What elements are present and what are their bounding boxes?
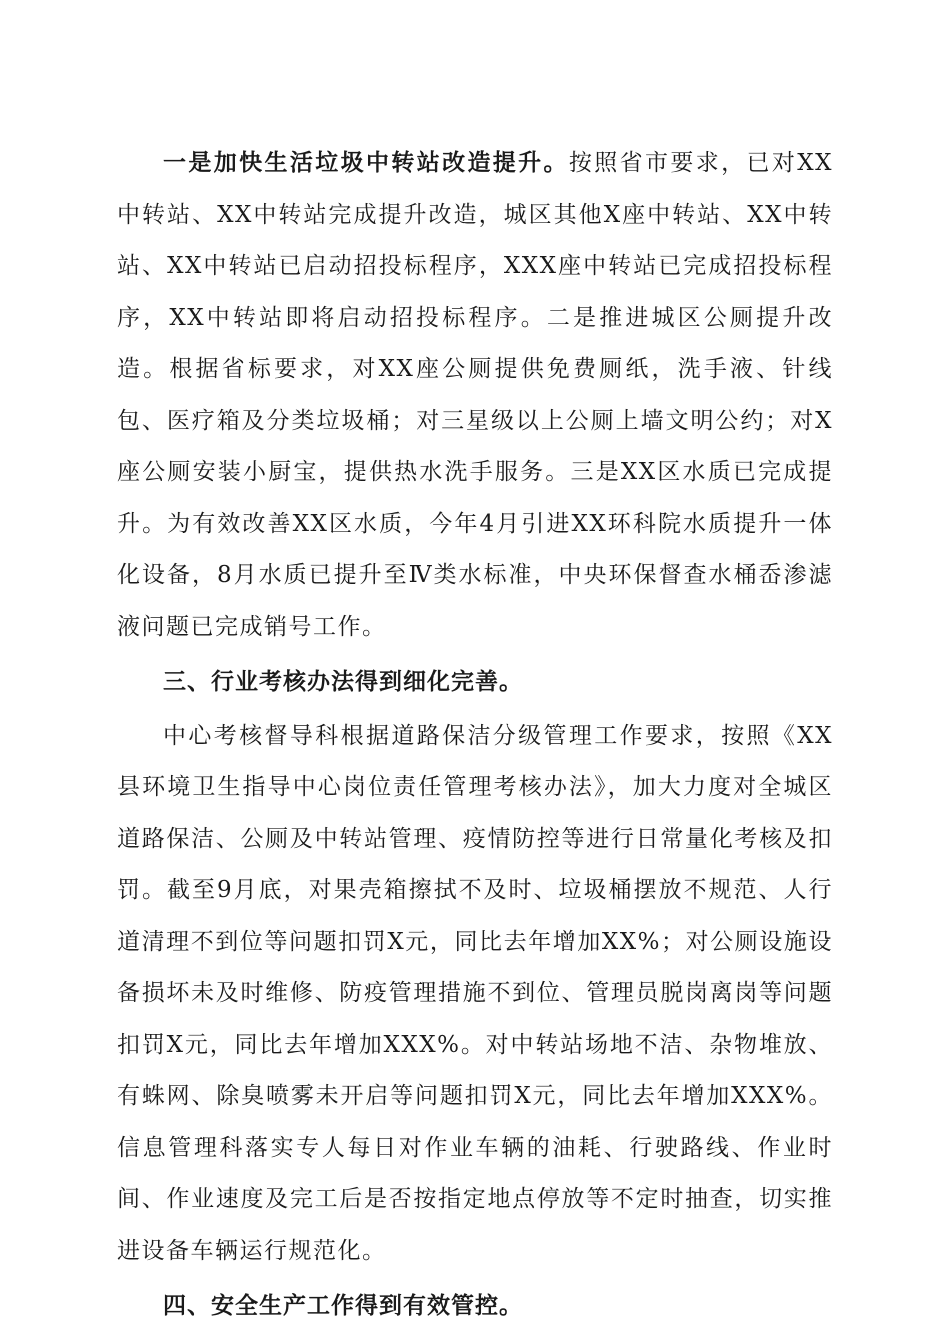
document-page [117,137,833,1335]
paragraph-lead-text: 一是加快生活垃圾中转站改造提升。 [163,149,569,176]
paragraph-body-text: 按照省市要求，已对XX中转站、XX中转站完成提升改造，城区其他X座中转站、XX中转站、XX中转站已启动招投标程序，XXX座中转站已完成招投标程序，XX中转站即将启动招投标程序。二是推进城区公厕提升改造。根据省标要求，对XX座公厕提供免费厕纸，洗手液、针线包、医疗箱及分类垃圾桶；对三星级以上公厕上墙文明公约；对X座公厕安装小厨宝，提供热水洗手服务。三是XX区水质已完成提升。为有效改善XX区水质，今年4月引进XX环科院水质提升一体化设备，8月水质已提升至Ⅳ类水标准，中央环保督查水桶岙渗滤液问题已完成销号工作。 [117,150,833,640]
section-heading-industry-assessment: 三、行业考核办法得到细化完善。 [163,669,523,695]
paragraph-assessment-details: 中心考核督导科根据道路保洁分级管理工作要求，按照《XX县环境卫生指导中心岗位责任管理考核办法》，加大力度对全城区道路保洁、公厕及中转站管理、疫情防控等进行日常量化考核及扣罚。截至9月底，对果壳箱擦拭不及时、垃圾桶摆放不规范、人行道清理不到位等问题扣罚X元，同比去年增加XX%；对公厕设施设备损坏未及时维修、防疫管理措施不到位、管理员脱岗离岗等问题扣罚X元，同比去年增加XXX%。对中转站场地不洁、杂物堆放、有蛛网、除臭喷雾未开启等问题扣罚X元，同比去年增加XXX%。信息管理科落实专人每日对作业车辆的油耗、行驶路线、作业时间、作业速度及完工后是否按指定地点停放等不定时抽查，切实推进设备车辆运行规范化。 [117,722,833,1264]
paragraph-transfer-station-upgrade [117,137,833,653]
section-heading-safety-production: 四、安全生产工作得到有效管控。 [163,1293,523,1319]
